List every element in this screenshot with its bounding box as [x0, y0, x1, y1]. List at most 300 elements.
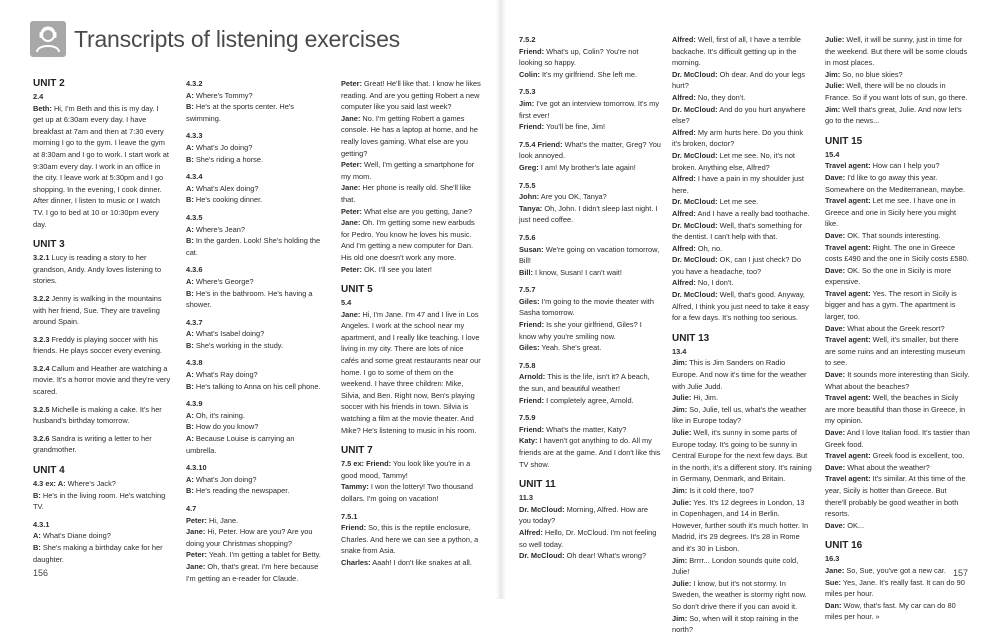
- speaker-label: B:: [186, 381, 194, 391]
- speaker-label: 4.3 ex: A:: [33, 479, 66, 489]
- transcript-line: John: Are you OK, Tanya?: [519, 192, 607, 202]
- speaker-label: Sue:: [825, 577, 842, 587]
- speaker-label: A:: [186, 90, 194, 100]
- speaker-label: 3.2.4: [33, 363, 50, 373]
- speaker-label: Jane:: [341, 218, 361, 228]
- book-spine: [496, 0, 506, 599]
- exercise-number: 4.7: [186, 504, 197, 513]
- transcript-line: A: What's Alex doing?: [186, 183, 259, 193]
- transcript-line: 3.2.2 Jenny is walking in the mountains with her friend, Sue. They are traveling around Spain.: [33, 293, 162, 327]
- transcript-item: [33, 404, 171, 427]
- transcript-line: Jane: No. I'm getting Robert a games console. He has a laptop at home, and he really loves gaming. What else are you getting?: [341, 113, 478, 158]
- transcript-item: [186, 503, 326, 584]
- transcript-line: Jim: I've got an interview tomorrow. It's my first ever!: [519, 98, 660, 120]
- speaker-label: Peter:: [341, 79, 362, 88]
- transcript-line: Friend: So, this is the reptile enclosure, Charles. And here we can see a python, a snake from Asia.: [341, 523, 479, 556]
- transcript-line: 3.2.3 Freddy is playing soccer with his friends. He plays soccer every evening.: [33, 334, 162, 356]
- exercise-number: 16.3: [825, 554, 840, 564]
- page-title: Transcripts of listening exercises: [74, 25, 400, 52]
- transcript-item: [341, 458, 481, 504]
- transcript-line: Dave: What about the weather?: [825, 462, 930, 472]
- transcript-line: Julie: Well, it will be sunny, just in time for the weekend. But there will be some clouds in most places.: [825, 35, 968, 68]
- transcript-line: Julie: Hi, Jim.: [672, 393, 718, 403]
- speaker-label: Dr. McCloud:: [672, 150, 718, 160]
- transcript-line: Jane: Oh. I'm getting some new earbuds for Pedro. You know he loves his music. And I'm getting a new computer for Dan. His old one doesn't work any more.: [341, 218, 475, 262]
- speaker-label: Dan:: [825, 600, 842, 610]
- speaker-label: Friend:: [519, 122, 545, 132]
- transcript-line: Colin: It's my girlfriend. She left me.: [519, 69, 638, 79]
- transcript-item: [672, 346, 812, 636]
- transcript-line: Travel agent: Let me see. I have one in Greece and one in Sicily here you might like.: [825, 196, 957, 229]
- transcript-item: [186, 212, 326, 258]
- speaker-label: Tammy:: [341, 482, 369, 492]
- speaker-label: 3.2.6: [33, 433, 50, 443]
- transcript-line: Dave: It sounds more interesting than Sicily. What about the beaches?: [825, 370, 970, 391]
- speaker-label: B:: [186, 236, 194, 246]
- transcript-line: Travel agent: How can I help you?: [825, 161, 940, 171]
- transcript-item: [33, 293, 171, 328]
- transcript-item: [825, 553, 970, 623]
- speaker-label: Alfred:: [672, 35, 696, 44]
- column-3: [341, 78, 481, 575]
- exercise-number: 7.5.7: [519, 285, 536, 295]
- speaker-label: A:: [186, 276, 194, 286]
- transcript-line: 3.2.1 Lucy is reading a story to her grandson, Andy. Andy loves listening to stories.: [33, 253, 162, 286]
- speaker-label: 3.2.3: [33, 334, 50, 344]
- transcript-line: Tanya: Oh, John. I didn't sleep last night. I just need coffee.: [519, 203, 658, 225]
- speaker-label: Travel agent:: [825, 288, 871, 298]
- speaker-label: Dave:: [825, 323, 846, 333]
- speaker-label: Julie:: [672, 497, 692, 507]
- unit-heading: UNIT 2: [33, 78, 65, 89]
- transcript-line: Friend: Is she your girlfriend, Giles? I know why you're smiling now.: [519, 320, 642, 341]
- speaker-label: Giles:: [519, 343, 540, 353]
- speaker-label: Friend:: [519, 395, 545, 405]
- transcript-line: B: He's in the living room. He's watching TV.: [33, 490, 166, 512]
- transcript-line: B: He's talking to Anna on his cell phone.: [186, 381, 321, 391]
- speaker-label: Travel agent:: [825, 393, 871, 403]
- speaker-label: Julie:: [825, 35, 845, 44]
- speaker-label: Alfred:: [672, 92, 696, 102]
- transcript-line: Dan: Wow, that's fast. My car can do 80 miles per hour. »: [825, 600, 956, 622]
- speaker-label: Alfred:: [519, 527, 543, 537]
- transcript-line: Alfred: I have a pain in my shoulder just here.: [672, 174, 804, 195]
- speaker-label: 7.5.4 Friend:: [519, 139, 563, 149]
- speaker-label: Julie:: [672, 578, 692, 588]
- transcript-line: 3.2.6 Sandra is writing a letter to her grandmother.: [33, 433, 152, 455]
- speaker-label: Bill:: [519, 267, 533, 277]
- exercise-number: 7.5.2: [519, 35, 536, 44]
- speaker-label: B:: [186, 154, 194, 164]
- transcript-line: Julie: Yes. It's 12 degrees in London, 13 in Copenhagen, and 14 in Berlin. However, further south it's much hotter. In Madrid, it's 29 degrees. It's 28 in Rome and it's 30 in Lisbon.: [672, 497, 809, 553]
- speaker-label: A:: [33, 531, 41, 541]
- transcript-line: Susan: We're going on vacation tomorrow, Bill!: [519, 244, 660, 266]
- page-number-left: 156: [33, 568, 49, 578]
- transcript-line: Charles: Aaah! I don't like snakes at all.: [341, 557, 472, 567]
- speaker-label: A:: [186, 370, 194, 380]
- speaker-label: Peter:: [341, 206, 362, 216]
- speaker-label: Jane:: [341, 309, 361, 319]
- speaker-label: Jim:: [825, 104, 841, 114]
- transcript-item: [519, 180, 661, 226]
- transcript-line: Jim: Well that's great, Julie. And now let's go to the news...: [825, 104, 962, 126]
- unit-heading: UNIT 7: [341, 445, 373, 457]
- unit-heading: UNIT 16: [825, 540, 863, 552]
- speaker-label: Beth:: [33, 103, 52, 113]
- speaker-label: Alfred:: [672, 278, 696, 288]
- transcript-item: [186, 78, 326, 124]
- transcript-item: [825, 34, 970, 127]
- transcript-line: Travel agent: Yes. The resort in Sicily is bigger and has a gym. The apartment is larger, too.: [825, 288, 957, 322]
- speaker-label: Jim:: [672, 613, 688, 623]
- speaker-label: Dave:: [825, 370, 846, 380]
- speaker-label: Travel agent:: [825, 196, 871, 206]
- transcript-line: A: What's Diane doing?: [33, 531, 111, 541]
- transcript-line: Alfred: No, I don't.: [672, 278, 734, 288]
- transcript-line: Jim: So, when will it stop raining in the north?: [672, 613, 799, 635]
- speaker-label: Peter:: [186, 515, 207, 525]
- transcript-item: [519, 86, 661, 132]
- exercise-number: 4.3.7: [186, 317, 203, 327]
- transcript-line: B: In the garden. Look! She's holding the cat.: [186, 236, 321, 257]
- unit-heading: UNIT 3: [33, 239, 65, 251]
- speaker-label: B:: [186, 340, 194, 350]
- speaker-label: Charles:: [341, 557, 371, 567]
- transcript-item: [341, 511, 481, 569]
- transcript-line: Peter: Yeah. I'm getting a tablet for Betty.: [186, 550, 321, 560]
- transcript-line: Dr. McCloud: Let me see.: [672, 197, 759, 207]
- transcript-line: Jim: Is it cold there, too?: [672, 485, 754, 495]
- speaker-label: Jane:: [341, 113, 361, 123]
- speaker-label: B:: [186, 288, 194, 298]
- transcript-line: 3.2.4 Callum and Heather are watching a movie. It's a horror movie and they're very scared.: [33, 363, 171, 397]
- transcript-line: A: What's Jon doing?: [186, 474, 257, 484]
- transcript-line: Alfred: Well, first of all, I have a terrible backache. It's difficult getting up in the morning.: [672, 35, 801, 68]
- transcript-line: B: He's in the bathroom. He's having a shower.: [186, 288, 313, 310]
- speaker-label: Jane:: [341, 183, 361, 193]
- transcript-line: Dr. McCloud: OK, can I just check? Do you have a headache, too?: [672, 255, 801, 276]
- speaker-label: Julie:: [672, 428, 692, 437]
- transcript-line: Dr. McCloud: And do you hurt anywhere else?: [672, 104, 806, 126]
- transcript-line: Bill: I know, Susan! I can't wait!: [519, 267, 622, 277]
- speaker-label: A:: [186, 224, 194, 234]
- exercise-number: 13.4: [672, 346, 687, 356]
- speaker-label: 3.2.1: [33, 253, 50, 263]
- transcript-item: [519, 34, 661, 80]
- transcript-line: Dave: OK. So the one in Sicily is more expensive.: [825, 265, 952, 287]
- transcript-line: A: Where's Jean?: [186, 224, 245, 234]
- speaker-label: Travel agent:: [825, 474, 871, 484]
- transcript-item: [186, 462, 326, 497]
- speaker-label: B:: [186, 195, 194, 205]
- transcript-line: Alfred: And I have a really bad toothache.: [672, 208, 810, 218]
- speaker-label: A:: [186, 474, 194, 484]
- transcript-line: 3.2.5 Michelle is making a cake. It's her husband's birthday tomorrow.: [33, 404, 162, 426]
- speaker-label: Jane:: [186, 527, 206, 537]
- speaker-label: Julie:: [672, 393, 692, 403]
- transcript-item: [33, 433, 171, 456]
- speaker-label: Friend:: [519, 424, 545, 434]
- transcript-line: 7.5.4 Friend: What's the matter, Greg? You look annoyed.: [519, 139, 661, 161]
- speaker-label: Dave:: [825, 230, 846, 240]
- exercise-number: 4.3.5: [186, 212, 203, 222]
- column-5: [672, 34, 812, 642]
- speaker-label: Jim:: [825, 69, 841, 79]
- transcript-line: B: She's making a birthday cake for her daughter.: [33, 543, 163, 564]
- transcript-line: Dave: And I love Italian food. It's tastier than Greek food.: [825, 428, 970, 449]
- speaker-label: Alfred:: [672, 174, 696, 184]
- speaker-label: Friend:: [341, 523, 367, 533]
- transcript-line: Travel agent: Well, it's smaller, but there are some ruins and an interesting museum to see.: [825, 335, 966, 368]
- exercise-number: 4.3.4: [186, 172, 203, 182]
- transcript-line: Jim: So, Julie, tell us, what's the weather like in Europe today?: [672, 404, 807, 426]
- exercise-number: 7.5.6: [519, 232, 536, 242]
- speaker-label: Colin:: [519, 69, 540, 79]
- transcript-line: Dr. McCloud: Oh dear! What's wrong?: [519, 551, 647, 561]
- speaker-label: Dave:: [825, 428, 846, 437]
- speaker-label: A:: [186, 329, 194, 339]
- unit-heading: UNIT 5: [341, 284, 373, 296]
- transcript-line: Dr. McCloud: Let me see. No, it's not broken. Anything else, Alfred?: [672, 150, 795, 172]
- transcript-line: B: How do you know?: [186, 422, 259, 432]
- transcript-line: Alfred: My arm hurts here. Do you think it's broken, doctor?: [672, 127, 804, 149]
- speaker-label: A:: [186, 142, 194, 152]
- speaker-label: Dr. McCloud:: [672, 69, 718, 79]
- speaker-label: Peter:: [341, 264, 362, 274]
- transcript-line: Dr. McCloud: Oh dear. And do your legs hurt?: [672, 69, 806, 91]
- person-silhouette-icon: [30, 21, 66, 57]
- speaker-label: 7.5 ex: Friend:: [341, 459, 392, 469]
- speaker-label: Travel agent:: [825, 451, 871, 461]
- transcript-item: [519, 232, 661, 278]
- exercise-number: 4.3.9: [186, 399, 203, 409]
- transcript-line: Dr. McCloud: Well, that's something for the dentist. I can't help with that.: [672, 220, 803, 242]
- exercise-number: 4.3.10: [186, 463, 207, 473]
- speaker-label: A:: [186, 410, 194, 420]
- transcript-line: Dave: OK. That sounds interesting.: [825, 230, 941, 240]
- transcript-line: Dave: OK...: [825, 520, 865, 530]
- transcript-line: B: He's cooking dinner.: [186, 195, 263, 205]
- speaker-label: John:: [519, 192, 540, 202]
- speaker-label: Alfred:: [672, 208, 696, 218]
- column-1: [33, 78, 171, 571]
- transcript-item: [341, 297, 481, 436]
- speaker-label: Dave:: [825, 265, 846, 275]
- speaker-label: Susan:: [519, 244, 544, 254]
- transcript-line: Travel agent: It's similar. At this time of the year, Sicily is hotter than Greece. But there'll probably be good weather in both resorts.: [825, 474, 966, 519]
- transcript-line: Julie: I know, but it's not stormy. In Sweden, the weather is stormy right now. So don't drive there if you can avoid it.: [672, 578, 807, 611]
- transcript-line: Jane: So, Sue, you've got a new car.: [825, 565, 946, 575]
- speaker-label: Jim:: [672, 404, 688, 414]
- transcript-line: 7.5 ex: Friend: You look like you're in a good mood, Tammy!: [341, 459, 471, 480]
- exercise-number: 15.4: [825, 149, 840, 159]
- unit-heading: UNIT 15: [825, 135, 863, 147]
- transcript-line: Alfred: Oh, no.: [672, 243, 723, 253]
- transcript-line: Giles: Yeah. She's great.: [519, 343, 602, 353]
- transcript-line: Katy: I haven't got anything to do. All my friends are at the game. And I don't like this TV show.: [519, 436, 661, 469]
- exercise-number: 7.5.3: [519, 87, 536, 97]
- transcript-line: A: What's Jo doing?: [186, 142, 253, 152]
- exercise-number: 7.5.1: [341, 511, 358, 521]
- speaker-label: Peter:: [341, 160, 362, 170]
- transcript-line: A: Where's Tommy?: [186, 90, 253, 100]
- transcript-item: [519, 360, 661, 406]
- transcript-line: Julie: Well, it's sunny in some parts of Europe today. It's going to be sunny in Central Europe for the next few days. But in the north, it's a different story. It's raining in Germany, Denmark, and Britain.: [672, 428, 812, 484]
- exercise-number: 11.3: [519, 493, 533, 503]
- transcript-item: [33, 519, 171, 565]
- transcript-line: Arnold: This is the life, isn't it? A beach, the sun, and beautiful weather!: [519, 372, 650, 394]
- transcript-line: Travel agent: Well, the beaches in Sicily are more beautiful than those in Greece, in my opinion.: [825, 393, 966, 426]
- column-6: [825, 34, 970, 629]
- exercise-number: 7.5.5: [519, 180, 536, 190]
- speaker-label: A:: [186, 434, 194, 444]
- speaker-label: Dr. McCloud:: [672, 255, 718, 265]
- transcript-line: Dave: What about the Greek resort?: [825, 323, 945, 333]
- transcript-line: B: He's reading the newspaper.: [186, 486, 290, 496]
- speaker-label: Travel agent:: [825, 161, 871, 171]
- speaker-label: Jim:: [672, 485, 688, 495]
- transcript-item: [186, 317, 326, 352]
- speaker-label: Jim:: [672, 358, 688, 368]
- transcript-line: Dr. McCloud: Morning, Alfred. How are you today?: [519, 504, 648, 526]
- speaker-label: Dave:: [825, 520, 846, 530]
- column-2: [186, 78, 326, 590]
- speaker-label: Dave:: [825, 172, 846, 182]
- exercise-number: 7.5.9: [519, 413, 536, 423]
- transcript-line: Jim: Brrrr... London sounds quite cold, Julie!: [672, 555, 799, 577]
- speaker-label: Jim:: [672, 555, 688, 565]
- transcript-item: [519, 139, 661, 174]
- exercise-number: 4.3.3: [186, 131, 203, 141]
- transcript-line: Sue: Yes, Jane. It's really fast. It can do 90 miles per hour.: [825, 577, 965, 599]
- transcript-item: [519, 492, 661, 562]
- speaker-label: Dr. McCloud:: [672, 220, 718, 230]
- speaker-label: Friend:: [519, 46, 545, 56]
- speaker-label: Dr. McCloud:: [672, 197, 718, 207]
- unit-heading: UNIT 4: [33, 465, 65, 477]
- transcript-item: [186, 398, 326, 456]
- transcript-line: Tammy: I won the lottery! Two thousand dollars. I'm going on vacation!: [341, 482, 474, 503]
- transcript-item: [186, 171, 326, 206]
- page-number-right: 157: [952, 568, 968, 578]
- transcript-line: Jim: This is Jim Sanders on Radio Europe. And now it's time for the weather with Julie Judd.: [672, 358, 807, 391]
- transcript-item: [341, 78, 481, 275]
- transcript-item: [33, 334, 171, 357]
- transcript-line: Alfred: Hello, Dr. McCloud. I'm not feeling so well today.: [519, 527, 657, 549]
- transcript-item: [33, 478, 171, 513]
- transcript-line: Jim: So, no blue skies?: [825, 69, 903, 79]
- speaker-label: Greg:: [519, 162, 539, 172]
- transcript-line: Peter: Hi, Jane.: [186, 515, 239, 525]
- unit-heading: UNIT 13: [672, 332, 710, 344]
- exercise-number: 7.5.8: [519, 360, 536, 370]
- speaker-label: B:: [186, 422, 194, 432]
- exercise-number: 4.3.6: [186, 265, 203, 275]
- transcript-line: Friend: You'll be fine, Jim!: [519, 122, 606, 132]
- speaker-label: Peter:: [186, 550, 207, 560]
- transcript-line: Beth: Hi, I'm Beth and this is my day. I get up at 6:30am every day. I have breakfast at 7am and then at 7:30 every morning I go to the gym. I leave the gym at 8:30am and I go to work. I start work at 9:30am every day. I work in an office in the city. I leave work at 5:30pm and I go shopping. In the evening, I cook dinner. After dinner, I listen to music or I watch TV. I go to bed at 10 or 10:30pm every day.: [33, 103, 169, 229]
- speaker-label: Jim:: [519, 98, 535, 108]
- transcript-line: Dr. McCloud: Well, that's good. Anyway, Alfred, I think you just need to take it easy for a few days. It's nothing too serious.: [672, 290, 809, 323]
- transcript-line: 4.3 ex: A: Where's Jack?: [33, 479, 116, 489]
- transcript-line: Peter: Well, I'm getting a smartphone for my mom.: [341, 160, 475, 181]
- speaker-label: B:: [33, 543, 41, 552]
- column-4: [519, 34, 661, 568]
- transcript-item: [825, 149, 970, 532]
- transcript-line: A: What's Isabel doing?: [186, 329, 265, 339]
- transcript-line: B: He's at the sports center. He's swimming.: [186, 102, 294, 123]
- speaker-label: Dave:: [825, 462, 846, 472]
- speaker-label: Jane:: [186, 561, 206, 571]
- transcript-line: Alfred: No, they don't.: [672, 92, 746, 102]
- speaker-label: Alfred:: [672, 243, 696, 253]
- transcript-item: [186, 264, 326, 310]
- speaker-label: Giles:: [519, 296, 540, 306]
- transcript-line: Giles: I'm going to the movie theater with Sasha tomorrow.: [519, 296, 654, 318]
- transcript-item: [519, 412, 661, 470]
- unit-heading: UNIT 11: [519, 479, 556, 491]
- speaker-label: A:: [186, 183, 194, 193]
- transcript-line: A: Where's George?: [186, 276, 254, 286]
- transcript-item: [186, 357, 326, 392]
- exercise-number: 4.3.2: [186, 79, 203, 88]
- page-header: [30, 20, 400, 58]
- speaker-label: Dr. McCloud:: [519, 504, 565, 514]
- speaker-label: Dr. McCloud:: [672, 290, 718, 300]
- transcript-line: Greg: I am! My brother's late again!: [519, 162, 636, 172]
- transcript-line: A: Oh, it's raining.: [186, 410, 245, 420]
- speaker-label: Alfred:: [672, 127, 696, 137]
- transcript-line: Julie: Well, there will be no clouds in France. So if you want lots of sun, go there.: [825, 81, 968, 102]
- speaker-label: B:: [186, 486, 194, 496]
- transcript-line: Peter: OK. I'll see you later!: [341, 264, 432, 274]
- exercise-number: 5.4: [341, 298, 352, 308]
- transcript-line: Friend: What's up, Colin? You're not looking so happy.: [519, 46, 639, 68]
- speaker-label: Julie:: [825, 81, 845, 91]
- speaker-label: Arnold:: [519, 372, 546, 382]
- transcript-line: Dave: I'd like to go away this year. Somewhere on the Mediterranean, maybe.: [825, 172, 966, 194]
- transcript-line: Jane: Hi, Peter. How are you? Are you doing your Christmas shopping?: [186, 527, 313, 548]
- exercise-number: 4.3.1: [33, 519, 50, 529]
- transcript-line: B: She's working in the study.: [186, 340, 283, 350]
- transcript-item: [186, 130, 326, 165]
- transcript-line: Travel agent: Right. The one in Greece costs £490 and the one in Sicily costs £580.: [825, 242, 969, 264]
- speaker-label: B:: [186, 102, 194, 112]
- speaker-label: Friend:: [519, 320, 545, 330]
- speaker-label: Dr. McCloud:: [519, 551, 565, 561]
- speaker-label: Dr. McCloud:: [672, 104, 718, 114]
- speaker-label: Travel agent:: [825, 335, 871, 345]
- transcript-item: [519, 284, 661, 354]
- transcript-line: Jane: Hi, I'm Jane. I'm 47 and I live in Los Angeles. I work at the school near my apartment, and I really like teaching. I love living in my city. There are lots of nice cafés and some great restaurants near our home. I go to some of them on the weekend. I have three children: Mike, Silvia, and Ben. Right now, Ben's playing soccer with his friends in town. Silvia is watching a film at the movie theater. And Mike? He's listening to music in his room.: [341, 309, 481, 435]
- speaker-label: B:: [33, 490, 41, 500]
- speaker-label: 3.2.5: [33, 404, 50, 414]
- speaker-label: Jane:: [825, 565, 845, 575]
- speaker-label: Travel agent:: [825, 242, 871, 252]
- exercise-number: 2.4: [33, 92, 44, 101]
- transcript-line: Friend: What's the matter, Katy?: [519, 424, 627, 434]
- transcript-item: [33, 252, 171, 287]
- transcript-line: Jane: Oh, that's great. I'm here because I'm getting an e-reader for Claude.: [186, 561, 319, 583]
- transcript-item: [33, 91, 171, 230]
- speaker-label: 3.2.2: [33, 293, 50, 303]
- exercise-number: 4.3.8: [186, 358, 203, 368]
- speaker-label: Tanya:: [519, 203, 543, 213]
- transcript-item: [33, 363, 171, 398]
- speaker-label: Katy:: [519, 436, 538, 446]
- transcript-line: Jane: Her phone is really old. She'll like that.: [341, 183, 471, 204]
- transcript-line: A: What's Ray doing?: [186, 370, 258, 380]
